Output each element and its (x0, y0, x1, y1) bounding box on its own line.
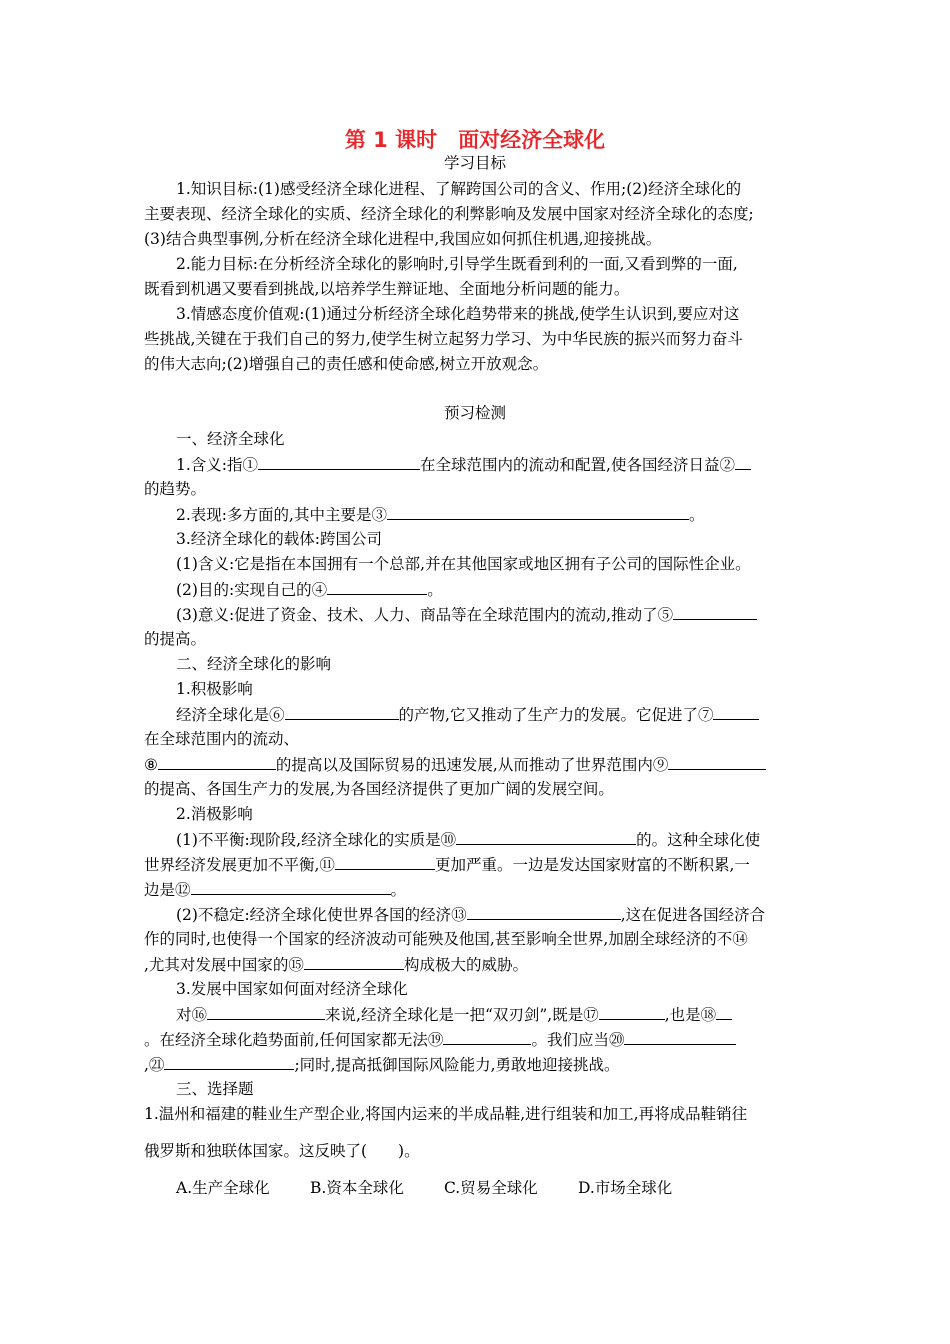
negative-text-b: 的。这种全球化使 (636, 831, 761, 849)
negative-line-3 (144, 878, 406, 901)
developing-text-a: 对⑯ (176, 1006, 208, 1024)
blank-4[interactable] (327, 578, 427, 595)
section-2-heading: 二、经济全球化的影响 (176, 655, 332, 673)
developing-heading: 3.发展中国家如何面对经济全球化 (176, 980, 408, 998)
item-3-3-line (176, 603, 757, 626)
blank-10[interactable] (456, 828, 636, 845)
blank-15[interactable] (304, 953, 404, 970)
blank-17[interactable] (599, 1003, 665, 1020)
positive-line-3 (144, 753, 766, 776)
positive-line-2: 在全球范围内的流动、 (144, 730, 300, 748)
negative-text-d: 更加严重。一边是发达国家财富的不断积累,一 (434, 856, 750, 874)
item-3-2-text-b: 。 (427, 581, 443, 599)
question-1-line-1: 1.温州和福建的鞋业生产型企业,将国内运来的半成品鞋,进行组装和加工,再将成品鞋销往 (144, 1105, 748, 1123)
developing-text-c: ,也是⑱ (664, 1006, 717, 1024)
developing-text-b: 来说,经济全球化是一把“双刃剑”,既是⑰ (325, 1006, 599, 1024)
option-d[interactable]: D.市场全球化 (578, 1179, 673, 1197)
option-a[interactable]: A.生产全球化 (176, 1179, 270, 1197)
section-3-heading: 三、选择题 (176, 1080, 254, 1098)
developing-line-2 (144, 1028, 736, 1051)
knowledge-line-3: (3)结合典型事例,分析在经济全球化进程中,我国应如何抓住机遇,迎接挑战。 (144, 230, 662, 248)
negative-text-j: 构成极大的威胁。 (403, 956, 528, 974)
option-c[interactable]: C.贸易全球化 (444, 1179, 538, 1197)
blank-6[interactable] (285, 703, 399, 720)
developing-text-e: 。我们应当⑳ (531, 1031, 625, 1049)
item-2-line (176, 503, 704, 526)
developing-line-1 (176, 1003, 732, 1026)
negative-line-6 (144, 953, 528, 976)
developing-line-3 (144, 1053, 620, 1076)
item-2-text-a: 2.表现:多方面的,其中主要是③ (176, 506, 387, 524)
developing-text-f: ,㉑ (144, 1056, 165, 1074)
negative-line-4 (176, 903, 765, 926)
blank-12[interactable] (191, 878, 391, 895)
blank-5[interactable] (673, 603, 757, 620)
attitude-line-3: 的伟大志向;(2)增强自己的责任感和使命感,树立开放观念。 (144, 355, 549, 373)
negative-text-h: ,这在促进各国经济合 (620, 906, 766, 924)
blank-13[interactable] (467, 903, 621, 920)
item-1-line (176, 453, 751, 476)
ability-line-2: 既看到机遇又要看到挑战,以培养学生辩证地、全面地分析问题的能力。 (144, 280, 630, 298)
positive-line-4: 的提高、各国生产力的发展,为各国经济提供了更加广阔的发展空间。 (144, 780, 614, 798)
negative-text-f: 。 (390, 881, 407, 899)
negative-heading: 2.消极影响 (176, 805, 253, 823)
developing-text-d: 。在经济全球化趋势面前,任何国家都无法⑲ (144, 1031, 444, 1049)
page-title: 第 1 课时 面对经济全球化 (344, 128, 606, 152)
blank-9[interactable] (668, 753, 766, 770)
blank-20[interactable] (624, 1028, 736, 1045)
negative-line-5: 作的同时,也使得一个国家的经济波动可能殃及他国,甚至影响全世界,加剧全球经济的不⑭ (144, 930, 748, 948)
positive-line-1 (176, 703, 759, 726)
positive-text-a: 经济全球化是⑥ (176, 706, 285, 724)
positive-heading: 1.积极影响 (176, 680, 253, 698)
negative-line-1 (176, 828, 760, 851)
item-3-3-text-a: (3)意义:促进了资金、技术、人力、商品等在全球范围内的流动,推动了⑤ (176, 606, 674, 624)
negative-line-2 (144, 853, 750, 876)
item-3-1-line: (1)含义:它是指在本国拥有一个总部,并在其他国家或地区拥有子公司的国际性企业。 (176, 555, 751, 573)
developing-text-g: ;同时,提高抵御国际风险能力,勇敢地迎接挑战。 (294, 1056, 620, 1074)
section-1-heading: 一、经济全球化 (176, 430, 285, 448)
blank-3[interactable] (387, 503, 689, 520)
blank-2[interactable] (735, 453, 751, 470)
attitude-line-1: 3.情感态度价值观:(1)通过分析经济全球化趋势带来的挑战,使学生认识到,要应对这 (176, 305, 740, 323)
blank-16[interactable] (207, 1003, 325, 1020)
question-1-line-2: 俄罗斯和独联体国家。这反映了( )。 (144, 1142, 420, 1160)
objectives-heading: 学习目标 (443, 154, 506, 172)
positive-text-d: ⑧ (144, 756, 158, 774)
attitude-line-2: 些挑战,关键在于我们自己的努力,使学生树立起努力学习、为中华民族的振兴而努力奋斗 (144, 330, 743, 348)
blank-1[interactable] (258, 453, 420, 470)
blank-8[interactable] (158, 753, 276, 770)
blank-7[interactable] (713, 703, 759, 720)
negative-text-c: 世界经济发展更加不平衡,⑪ (144, 856, 335, 874)
preview-heading: 预习检测 (443, 404, 506, 422)
negative-text-a: (1)不平衡:现阶段,经济全球化的实质是⑩ (176, 831, 457, 849)
item-3-2-text-a: (2)目的:实现自己的④ (176, 581, 328, 599)
blank-11[interactable] (335, 853, 435, 870)
ability-line-1: 2.能力目标:在分析经济全球化的影响时,引导学生既看到利的一面,又看到弊的一面, (176, 255, 738, 273)
item-1-text-b: 在全球范围内的流动和配置,使各国经济日益② (420, 456, 735, 474)
item-1-text-a: 1.含义:指① (176, 456, 259, 474)
negative-text-i: ,尤其对发展中国家的⑮ (144, 956, 304, 974)
positive-text-e: 的提高以及国际贸易的迅速发展,从而推动了世界范围内⑨ (275, 756, 669, 774)
item-3-line: 3.经济全球化的载体:跨国公司 (176, 530, 383, 548)
item-3-3-cont: 的提高。 (144, 630, 207, 648)
positive-text-b: 的产物,它又推动了生产力的发展。它促进了⑦ (398, 706, 714, 724)
item-1-cont: 的趋势。 (144, 480, 207, 498)
option-b[interactable]: B.资本全球化 (310, 1179, 404, 1197)
blank-21[interactable] (164, 1053, 294, 1070)
item-3-2-line (176, 578, 443, 601)
blank-18[interactable] (716, 1003, 732, 1020)
item-2-text-b: 。 (688, 506, 705, 524)
blank-19[interactable] (443, 1028, 531, 1045)
negative-text-g: (2)不稳定:经济全球化使世界各国的经济⑬ (176, 906, 467, 924)
knowledge-line-1: 1.知识目标:(1)感受经济全球化进程、了解跨国公司的含义、作用;(2)经济全球化的 (176, 180, 742, 198)
negative-text-e: 边是⑫ (144, 881, 191, 899)
knowledge-line-2: 主要表现、经济全球化的实质、经济全球化的利弊影响及发展中国家对经济全球化的态度; (144, 205, 754, 223)
